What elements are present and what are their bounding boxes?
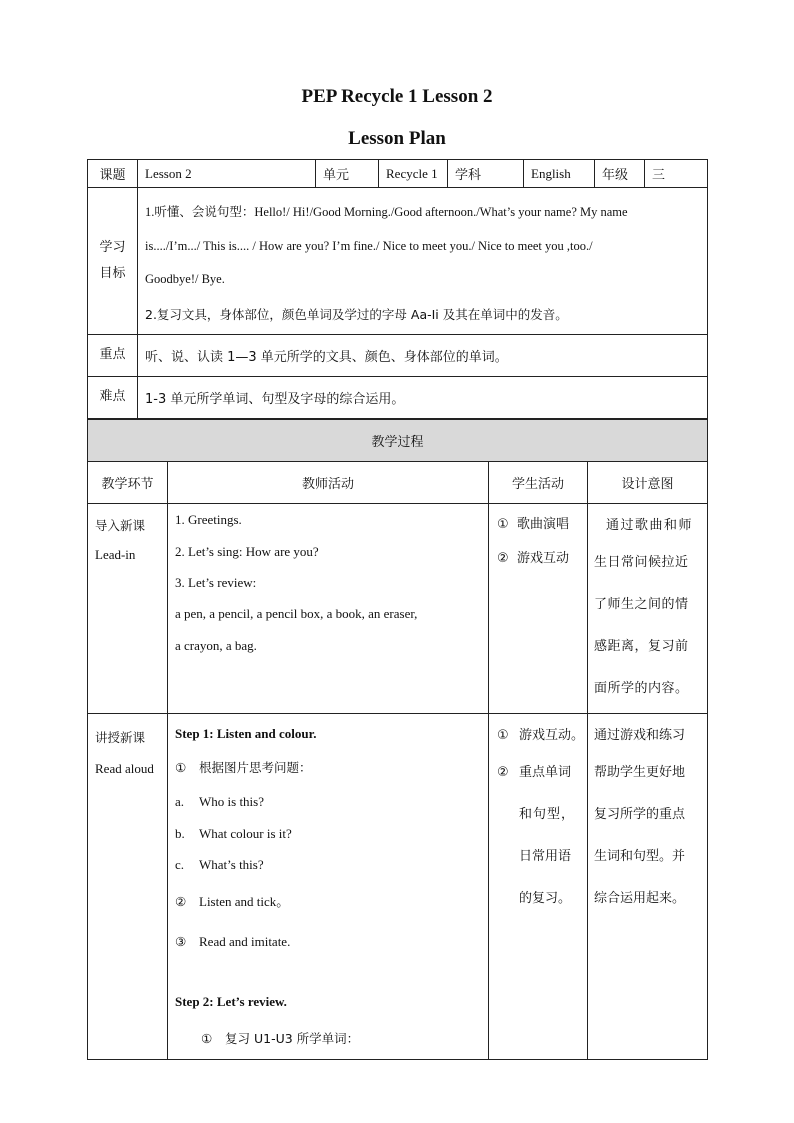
design-line: 综合运用起来。 — [594, 891, 686, 906]
circled-number-3: ③ — [175, 934, 187, 949]
student-item: ① 歌曲演唱 — [497, 508, 587, 542]
design-lead-in — [588, 504, 708, 714]
diff-value: 1-3 单元所学单词、句型及字母的综合运用。 — [138, 377, 708, 419]
document-title: PEP Recycle 1 Lesson 2 — [301, 86, 493, 107]
student-item: ① 游戏互动。 — [497, 720, 587, 752]
goal-label-line-1: 学习 — [99, 240, 126, 255]
circled-number-2: ② — [175, 894, 187, 909]
student-item-cont: 的复习。 — [519, 891, 572, 906]
teacher-line: 1. Greetings. — [175, 512, 242, 527]
danyuan-label: 单元 — [316, 160, 379, 188]
xueke-value: English — [524, 160, 595, 188]
stage-lead-in-en: Lead-in — [95, 547, 136, 562]
listen-and-tick: ② Listen and tick。 — [175, 881, 488, 923]
design-line: 感距离，复习前 — [594, 639, 689, 654]
question-b: b. What colour is it? — [175, 826, 292, 841]
goal-line-2: is..../I’m.../ This is.... / How are you? I’m fine./ Nice to meet you./ Nice to meet you ,too./ — [145, 238, 593, 253]
xueke-label: 学科 — [448, 160, 524, 188]
goal-line-1: 1.听懂、会说句型：Hello!/ Hi!/Good Morning./Good afternoon./What’s your name? My name — [145, 205, 628, 219]
design-line: 生日常问候拉近 — [594, 555, 689, 570]
teacher-lead-in — [168, 504, 489, 714]
lesson-info-table — [87, 159, 708, 419]
goal-line-4: 2.复习文具，身体部位，颜色单词及学过的字母 Aa-Ii 及其在单词中的发音。 — [145, 306, 568, 322]
goal-label-line-2: 目标 — [99, 266, 126, 281]
keti-value: Lesson 2 — [138, 160, 316, 188]
keti-label: 课题 — [88, 160, 138, 188]
key-label: 重点 — [88, 335, 138, 377]
circled-number-1: ① — [497, 728, 509, 743]
danyuan-value: Recycle 1 — [379, 160, 448, 188]
student-read-aloud — [489, 714, 588, 1060]
step-1-heading: Step 1: Listen and colour. — [175, 726, 317, 741]
document-subtitle: Lesson Plan — [348, 128, 446, 149]
goal-line-3: Goodbye!/ Bye. — [145, 272, 225, 286]
nianji-label: 年级 — [595, 160, 645, 188]
goal-label — [88, 188, 138, 335]
student-item-cont: 和句型， — [519, 807, 576, 822]
student-lead-in — [489, 504, 588, 714]
question-intro: ① 根据图片思考问题： — [175, 750, 488, 786]
student-item: ② 游戏互动 — [497, 542, 587, 576]
teacher-line: a pen, a pencil, a pencil box, a book, an eraser, — [175, 606, 418, 621]
circled-number-1: ① — [201, 1031, 213, 1046]
circled-number-1: ① — [497, 517, 509, 532]
design-line: 了师生之间的情 — [594, 597, 689, 612]
design-read-aloud — [588, 714, 708, 1060]
stage-lead-in — [88, 504, 168, 714]
circled-number-1: ① — [175, 760, 187, 775]
process-header: 教学过程 — [88, 420, 708, 462]
stage-read-aloud-en: Read aloud — [95, 761, 154, 776]
teacher-line: 3. Let’s review: — [175, 575, 257, 590]
design-line: 面所学的内容。 — [594, 681, 689, 696]
question-a: a. Who is this? — [175, 794, 264, 809]
stage-read-aloud — [88, 714, 168, 1060]
key-value: 听、说、认读 1—3 单元所学的文具、颜色、身体部位的单词。 — [138, 335, 708, 377]
question-c: c. What’s this? — [175, 857, 264, 872]
student-item: ② 重点单词 — [497, 752, 587, 794]
teacher-line: 2. Let’s sing: How are you? — [175, 544, 319, 559]
teacher-line: a crayon, a bag. — [175, 638, 257, 653]
circled-number-2: ② — [497, 765, 509, 780]
student-item-cont: 日常用语 — [519, 849, 572, 864]
stage-read-aloud-cn: 讲授新课 — [95, 730, 146, 745]
read-and-imitate: ③ Read and imitate. — [175, 923, 488, 961]
col-stage: 教学环节 — [88, 462, 168, 504]
nianji-value: 三 — [645, 160, 708, 188]
design-line: 生词和句型。并 — [594, 849, 686, 864]
goal-content — [138, 188, 708, 335]
col-design: 设计意图 — [588, 462, 708, 504]
col-student: 学生活动 — [489, 462, 588, 504]
stage-lead-in-cn: 导入新课 — [95, 518, 146, 533]
design-line: 帮助学生更好地 — [594, 765, 686, 780]
teaching-process-table — [87, 419, 708, 1060]
circled-number-2: ② — [497, 551, 509, 566]
design-line: 复习所学的重点 — [594, 807, 686, 822]
review-words: ① 复习 U1-U3 所学单词： — [175, 1019, 488, 1059]
design-line: 通过游戏和练习 — [594, 728, 686, 743]
design-line: 通过歌曲和师 — [606, 518, 694, 533]
col-teacher: 教师活动 — [168, 462, 489, 504]
diff-label: 难点 — [88, 377, 138, 419]
teacher-read-aloud — [168, 714, 489, 1060]
step-2-heading: Step 2: Let’s review. — [175, 994, 287, 1009]
